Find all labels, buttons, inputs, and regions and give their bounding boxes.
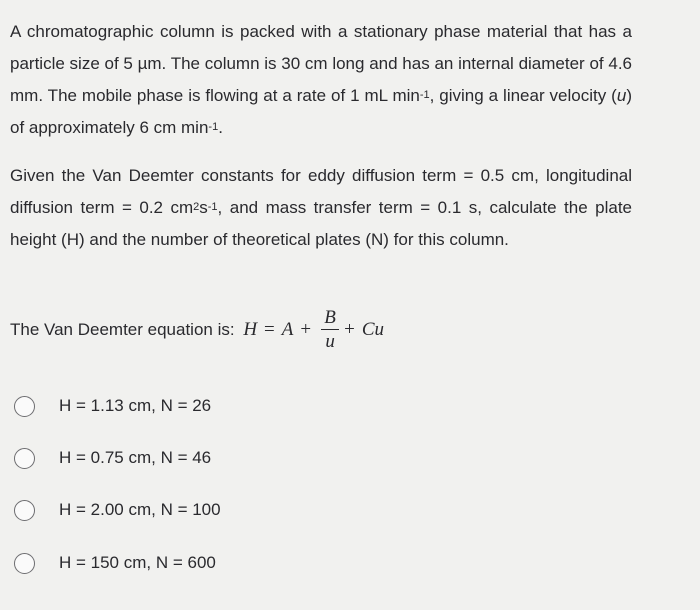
answer-option-3[interactable] bbox=[14, 495, 221, 525]
text: ) of approximately 6 cm min bbox=[10, 86, 632, 137]
eq-equals: = bbox=[264, 319, 275, 340]
eq-plus: + bbox=[300, 319, 312, 340]
text: . bbox=[218, 118, 223, 137]
text: , and mass transfer term = 0.1 s, calculate the plate height (H) and the number of theoretical plates (N) for this column. bbox=[10, 198, 632, 249]
text: , giving a linear velocity ( bbox=[429, 86, 617, 105]
text: Given the Van Deemter constants for eddy diffusion term = 0.5 cm, longitudinal diffusion term = 0.2 cm bbox=[10, 166, 632, 217]
eq-u: u bbox=[325, 330, 335, 352]
option-label: H = 2.00 cm, N = 100 bbox=[59, 500, 221, 519]
van-deemter-equation bbox=[243, 307, 384, 354]
equation-line bbox=[10, 296, 384, 364]
eq-a: A bbox=[281, 319, 294, 340]
option-label: H = 1.13 cm, N = 26 bbox=[59, 396, 212, 415]
eq-h: H bbox=[243, 319, 258, 340]
radio-button[interactable] bbox=[14, 553, 35, 574]
superscript: -1 bbox=[207, 201, 218, 213]
answer-option-2[interactable] bbox=[14, 443, 211, 473]
radio-button[interactable] bbox=[14, 396, 35, 417]
answer-option-4[interactable] bbox=[14, 548, 216, 578]
radio-button[interactable] bbox=[14, 448, 35, 469]
superscript: 2 bbox=[193, 201, 200, 213]
eq-b: B bbox=[324, 306, 336, 328]
superscript: -1 bbox=[208, 121, 219, 133]
text: A chromatographic column is packed with a stationary phase material that has a particle size of 5 µm. The column is 30 cm long and has an internal diameter of 4.6 mm. The mobile phase is flowing at a rate of 1 mL min bbox=[10, 22, 632, 105]
equation-prefix: The Van Deemter equation is: bbox=[10, 320, 240, 339]
text: s bbox=[199, 198, 208, 217]
eq-cu: Cu bbox=[361, 319, 384, 340]
question-paragraph-1 bbox=[10, 16, 632, 144]
superscript: -1 bbox=[419, 89, 430, 101]
radio-button[interactable] bbox=[14, 500, 35, 521]
eq-plus: + bbox=[344, 319, 355, 340]
option-label: H = 150 cm, N = 600 bbox=[59, 553, 216, 572]
question-paragraph-2 bbox=[10, 160, 632, 256]
eq-fraction bbox=[321, 307, 339, 354]
answer-option-1[interactable] bbox=[14, 391, 211, 421]
velocity-symbol: u bbox=[616, 86, 627, 105]
option-label: H = 0.75 cm, N = 46 bbox=[59, 448, 212, 467]
